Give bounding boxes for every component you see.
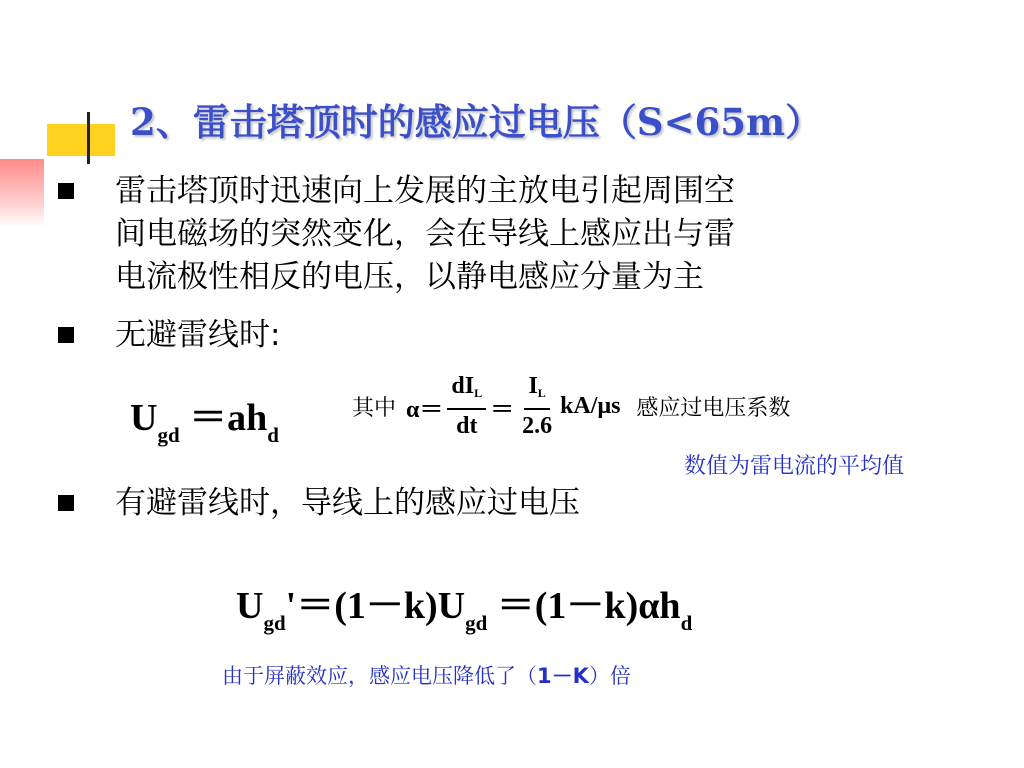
formula-with-ground-wire xyxy=(236,574,692,636)
formula2-label: 感应过电压系数 xyxy=(636,395,791,421)
bullet-marker xyxy=(58,495,74,511)
note2-after: ）倍 xyxy=(588,664,631,688)
fraction-IL-2.6 xyxy=(518,371,556,442)
formula2-prefix: 其中 xyxy=(352,395,397,421)
formula1-lhs-sub: gd xyxy=(157,423,180,447)
note2-bold: 1－K xyxy=(537,664,589,688)
formula1-lhs: U xyxy=(130,397,158,439)
formula1-rhs-sub: d xyxy=(267,423,279,447)
decor-yellow-block xyxy=(47,124,115,156)
formula2-alpha: α＝ xyxy=(406,396,444,423)
bullet-marker xyxy=(58,327,74,343)
bullet-3 xyxy=(115,482,580,525)
bullet-1-line-3: 电流极性相反的电压，以静电感应分量为主 xyxy=(115,259,704,295)
formula1-rhs: ＝ah xyxy=(189,397,268,439)
bullet-2-line-1: 无避雷线时: xyxy=(115,317,281,353)
formula3-part1: U xyxy=(236,585,264,627)
formula3-part1-sub: gd xyxy=(263,611,286,635)
decor-pink-block xyxy=(0,159,44,227)
formula2-equals: ＝ xyxy=(490,396,515,423)
frac1-numerator-sub: L xyxy=(474,385,483,400)
frac1-denominator: dt xyxy=(456,412,478,439)
formula-no-ground-wire xyxy=(130,386,279,448)
frac2-numerator: I xyxy=(528,372,538,399)
bullet-marker xyxy=(58,183,74,199)
formula-alpha-definition xyxy=(352,370,790,442)
note2-before: 由于屏蔽效应，感应电压降低了（ xyxy=(222,664,537,688)
fraction-dIL-dt xyxy=(447,371,486,442)
decor-vertical-line xyxy=(87,112,90,164)
formula3-part3: ＝(1－k)αh xyxy=(496,585,681,627)
frac1-numerator: dI xyxy=(451,372,475,399)
slide-title: 2、雷击塔顶时的感应过电压（S<65m） xyxy=(130,100,823,144)
bullet-3-line-1: 有避雷线时，导线上的感应过电压 xyxy=(115,485,580,521)
note-shielding-effect xyxy=(222,660,631,690)
bullet-1-line-2: 间电磁场的突然变化，会在导线上感应出与雷 xyxy=(115,216,735,252)
formula3-part3-sub: d xyxy=(680,611,693,635)
formula2-unit: kA/μs xyxy=(560,392,621,419)
frac2-numerator-sub: L xyxy=(537,385,546,400)
frac2-denominator: 2.6 xyxy=(522,412,553,439)
bullet-1 xyxy=(115,170,735,299)
formula3-part2-sub: gd xyxy=(465,611,488,635)
formula3-part2: '＝(1－k)U xyxy=(285,585,466,627)
note-average-value: 数值为雷电流的平均值 xyxy=(684,454,905,479)
bullet-2 xyxy=(115,314,280,357)
bullet-1-line-1: 雷击塔顶时迅速向上发展的主放电引起周围空 xyxy=(115,173,735,209)
